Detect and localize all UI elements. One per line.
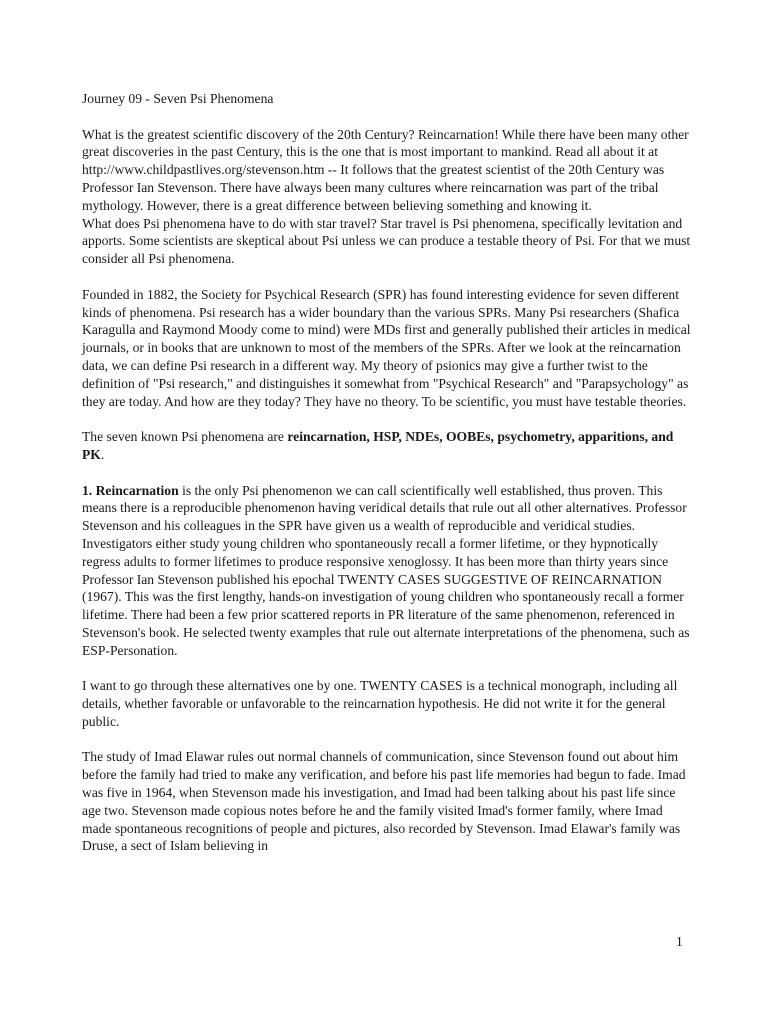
paragraph-star-travel: What does Psi phenomena have to do with star travel? Star travel is Psi phenomena, specifically levitation and apports. Some scientists are skeptical about Psi unless we can produce a testable theory of Psi. For that we must consider all Psi phenomena. bbox=[82, 215, 691, 267]
page-number: 1 bbox=[676, 934, 683, 949]
paragraph-intro: What is the greatest scientific discovery of the 20th Century? Reincarnation! While there have been many other great discoveries in the past Century, this is the one that is most important to mankind. Read all about it at http://www.childpastlives.org/stevenson.htm -- It follows that the greatest scientist of the 20th Century was Professor Ian Stevenson. There have always been many cultures where reincarnation was part of the tribal mythology. However, there is a great difference between believing something and knowing it. bbox=[82, 126, 689, 213]
seven-phenomena-list: reincarnation, HSP, NDEs, OOBEs, psychometry, apparitions, and PK bbox=[82, 429, 674, 462]
reincarnation-text: is the only Psi phenomenon we can call scientifically well established, thus proven. This means there is a reproducible phenomenon having veridical details that rule out all other alternatives. Professor Stevenson and his colleagues in the SPR have given us a wealth of reproducible and veridical studies. Investigators either study young children who spontaneously recall a former lifetime, or they hypnotically regress adults to former lifetimes to produce responsive xenoglossy. It has been more than thirty years since Professor Ian Stevenson published his epochal TWENTY CASES SUGGESTIVE OF REINCARNATION (1967). This was the first lengthy, hands-on investigation of young children who spontaneously recall a former lifetime. There had been a few prior scattered reports in PR literature of the same phenomenon, referenced in Stevenson's book. He selected twenty examples that rule out alternate interpretations of the phenomena, such as ESP-Personation. bbox=[82, 482, 690, 658]
reincarnation-heading: 1. Reincarnation bbox=[82, 482, 179, 498]
document-title: Journey 09 - Seven Psi Phenomena bbox=[82, 91, 274, 106]
paragraph-spr: Founded in 1882, the Society for Psychical Research (SPR) has found interesting evidence for seven different kinds of phenomena. Psi research has a wider boundary than the various SPRs. Many Psi researchers (Shafica Karagulla and Raymond Moody come to mind) were MDs first and generally published their articles in medical journals, or in books that are unknown to most of the members of the SPRs. After we look at the reincarnation data, we can define Psi research in a different way. My theory of psionics may give a further twist to the definition of "Psi research," and distinguishes it somewhat from "Psychical Research" and "Parapsychology" as they are today. And how are they today? They have no theory. To be scientific, you must have testable theories. bbox=[82, 286, 691, 409]
paragraph-imad-elawar: The study of Imad Elawar rules out normal channels of communication, since Stevenson found out about him before the family had tried to make any verification, and before his past life memories had begun to fade. Imad was five in 1964, when Stevenson made his investigation, and Imad had been talking about his past life since age two. Stevenson made copious notes before he and the family visited Imad's former family, where Imad made spontaneous recognitions of people and pictures, also recorded by Stevenson. Imad Elawar's family was Druse, a sect of Islam believing in bbox=[82, 749, 686, 854]
paragraph-reincarnation bbox=[82, 482, 694, 660]
seven-phenomena-intro: The seven known Psi phenomena are bbox=[82, 429, 288, 445]
seven-phenomena-end: . bbox=[100, 446, 105, 462]
document-page bbox=[82, 90, 694, 873]
paragraph-seven-phenomena bbox=[82, 428, 694, 464]
paragraph-alternatives: I want to go through these alternatives one by one. TWENTY CASES is a technical monograph, including all details, whether favorable or unfavorable to the reincarnation hypothesis. He did not write it for the general public. bbox=[82, 678, 678, 729]
